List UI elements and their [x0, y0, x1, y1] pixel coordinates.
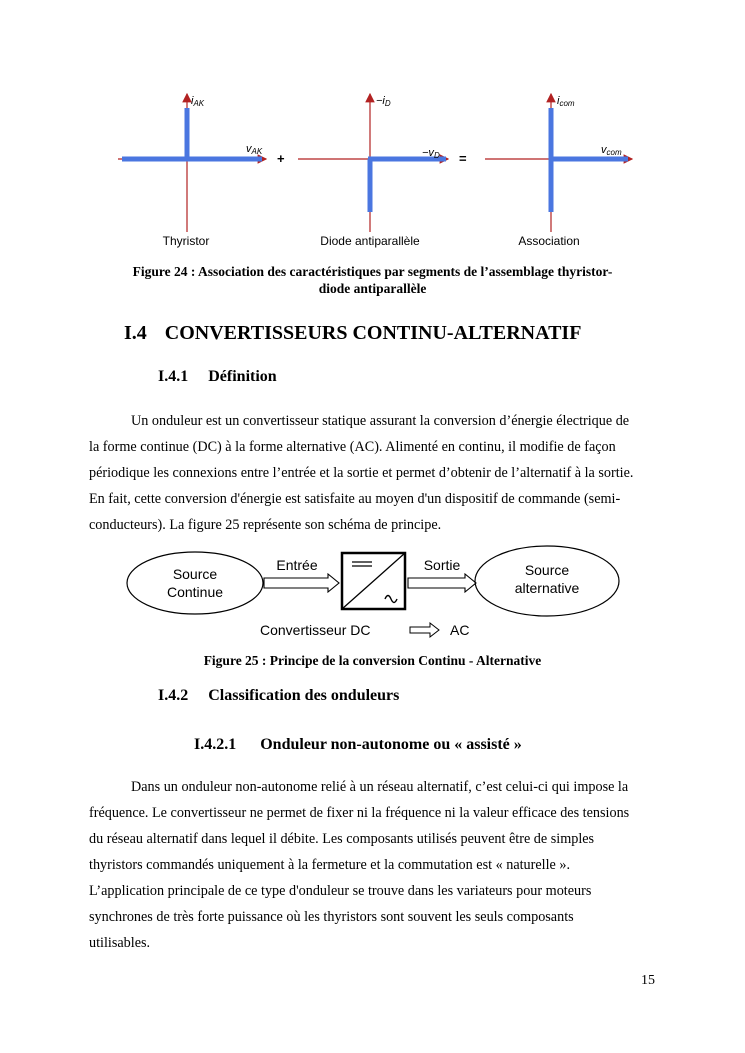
paragraph-definition: [89, 408, 655, 538]
bottom-arrow: [410, 623, 439, 637]
figure-24-caption-line1: Figure 24 : Association des caractéristiques par segments de l’assemblage thyristor-: [132, 264, 613, 279]
source-continue-ellipse: [127, 552, 263, 614]
thyristor-name: Thyristor: [162, 234, 210, 248]
paragraph-non-autonome-line: L’application principale de ce type d'onduleur se trouve dans les variateurs pour moteurs: [89, 883, 592, 899]
subsubsection-number: I.4.2.1: [194, 736, 237, 753]
subsection-definition-heading: [158, 368, 277, 386]
input-label: Entrée: [276, 557, 318, 573]
paragraph-non-autonome-line: utilisables.: [89, 935, 151, 951]
subsection-definition-number: I.4.1: [158, 368, 189, 385]
subsection-classification-number: I.4.2: [158, 687, 189, 704]
paragraph-definition-line: la forme continue (DC) à la forme alternative (AC). Alimenté en continu, il modifie de façon: [89, 439, 616, 455]
thyristor-y-label: iAK: [191, 95, 205, 108]
paragraph-definition-line: périodique les connexions entre l’entrée et la sortie et permet d’obtenir de l’alternatif à la sortie.: [89, 465, 634, 481]
plus-sign: +: [277, 151, 285, 166]
equals-sign: =: [459, 151, 467, 166]
bottom-ac-label: AC: [450, 622, 470, 638]
source-alternative-line1: Source: [524, 562, 570, 578]
diode-panel: [298, 94, 448, 232]
thyristor-x-label: vAK: [246, 143, 263, 156]
section-heading: [124, 322, 581, 345]
figure-24-caption-line2: diode antiparallèle: [318, 281, 427, 296]
input-arrow: [264, 574, 339, 592]
paragraph-non-autonome-line: synchrones de très forte puissance où les thyristors sont souvent les seuls composants: [89, 909, 574, 925]
paragraph-non-autonome-line: thyristors commandés uniquement à la fermeture et la commutation est « naturelle ».: [89, 857, 571, 873]
source-continue-line2: Continue: [166, 584, 224, 600]
thyristor-panel: [118, 94, 266, 232]
association-panel: [485, 94, 632, 232]
subsubsection-heading: [194, 736, 522, 754]
subsection-definition-title: Définition: [208, 368, 277, 385]
subsection-classification-heading: [158, 687, 399, 705]
paragraph-definition-line: En fait, cette conversion d'énergie est satisfaite au moyen d'un dispositif de commande (semi-: [89, 491, 621, 507]
diode-y-label: −iD: [376, 95, 391, 108]
paragraph-definition-line: conducteurs). La figure 25 représente son schéma de principe.: [89, 517, 442, 533]
diode-x-label: −vD: [422, 147, 440, 160]
paragraph-definition-line: Un onduleur est un convertisseur statique assurant la conversion d’énergie électrique de: [131, 413, 630, 429]
diode-name: Diode antiparallèle: [320, 234, 420, 248]
source-continue-line1: Source: [172, 566, 218, 582]
paragraph-non-autonome-line: Dans un onduleur non-autonome relié à un réseau alternatif, c’est celui-ci qui impose la: [131, 779, 629, 795]
paragraph-non-autonome-line: fréquence. Le convertisseur ne permet de fixer ni la fréquence ni la valeur efficace des tensions: [89, 805, 630, 821]
paragraph-non-autonome: [89, 774, 655, 956]
figure-24-diagram: [0, 80, 745, 255]
page-number: 15: [641, 973, 655, 988]
bottom-converter-label: Convertisseur DC: [260, 622, 371, 638]
figure-24-caption: [60, 263, 685, 297]
association-x-label: vcom: [601, 144, 622, 157]
output-arrow: [408, 574, 476, 592]
association-y-label: icom: [557, 95, 575, 108]
association-name: Association: [518, 234, 580, 248]
paragraph-non-autonome-line: du réseau alternatif dans lequel il débite. Les composants utilisés peuvent être de simples: [89, 831, 595, 847]
subsection-classification-title: Classification des onduleurs: [208, 687, 400, 704]
section-title: CONVERTISSEURS CONTINU-ALTERNATIF: [164, 322, 582, 344]
figure-25-diagram: [0, 544, 745, 644]
figure-25-caption: Figure 25 : Principe de la conversion Continu - Alternative: [203, 653, 542, 668]
source-alternative-line2: alternative: [514, 580, 580, 596]
output-label: Sortie: [423, 557, 461, 573]
section-number: I.4: [124, 322, 147, 344]
subsubsection-title: Onduleur non-autonome ou « assisté »: [260, 736, 522, 753]
